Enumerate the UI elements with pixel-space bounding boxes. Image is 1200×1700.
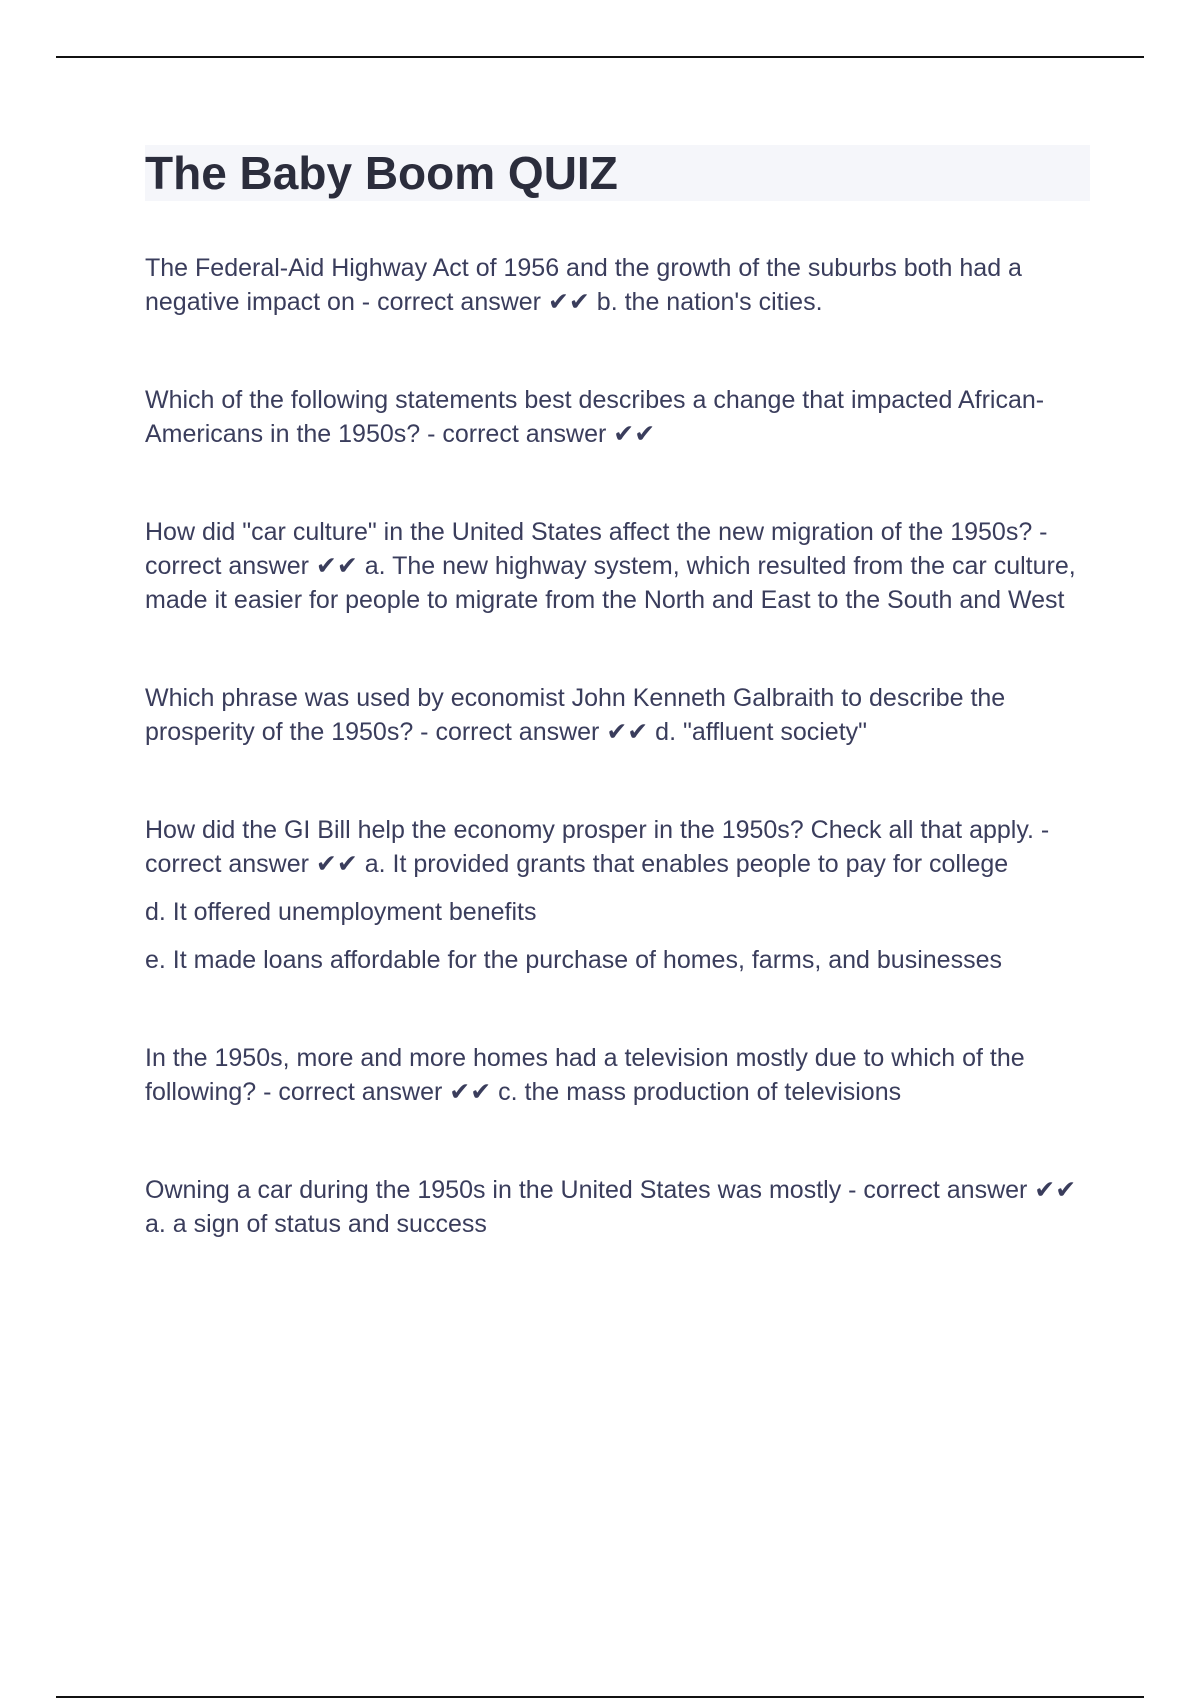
question-2 [145,383,1090,451]
question-5 [145,813,1090,977]
document-body [145,145,1090,1305]
question-7 [145,1173,1090,1241]
question-text: Which phrase was used by economist John Kenneth Galbraith to describe the prosperity of the 1950s? - correct answer ✔✔ d. "affluent society" [145,684,1006,746]
question-text: Owning a car during the 1950s in the United States was mostly - correct answer ✔✔ a. a sign of status and success [145,1176,1077,1238]
question-3 [145,515,1090,617]
answer-option: e. It made loans affordable for the purchase of homes, farms, and businesses [145,946,1002,974]
question-text: How did the GI Bill help the economy prosper in the 1950s? Check all that apply. - correct answer ✔✔ a. It provided grants that enables people to pay for college [145,816,1050,878]
question-1 [145,251,1090,319]
page-title: The Baby Boom QUIZ [145,147,618,199]
answer-option: d. It offered unemployment benefits [145,898,537,926]
bottom-rule [56,1696,1144,1698]
question-6 [145,1041,1090,1109]
question-4 [145,681,1090,749]
top-rule [56,56,1144,58]
question-text: Which of the following statements best describes a change that impacted African-Americans in the 1950s? - correct answer ✔✔ [145,386,1045,448]
title-banner [145,145,1090,201]
question-text: How did "car culture" in the United States affect the new migration of the 1950s? - correct answer ✔✔ a. The new highway system, which resulted from the car culture, made it easier for people to migrate from the North and East to the South and West [145,518,1076,614]
question-text: The Federal-Aid Highway Act of 1956 and the growth of the suburbs both had a negative impact on - correct answer ✔✔ b. the nation's cities. [145,254,1022,316]
question-text: In the 1950s, more and more homes had a television mostly due to which of the following? - correct answer ✔✔ c. the mass production of televisions [145,1044,1025,1106]
